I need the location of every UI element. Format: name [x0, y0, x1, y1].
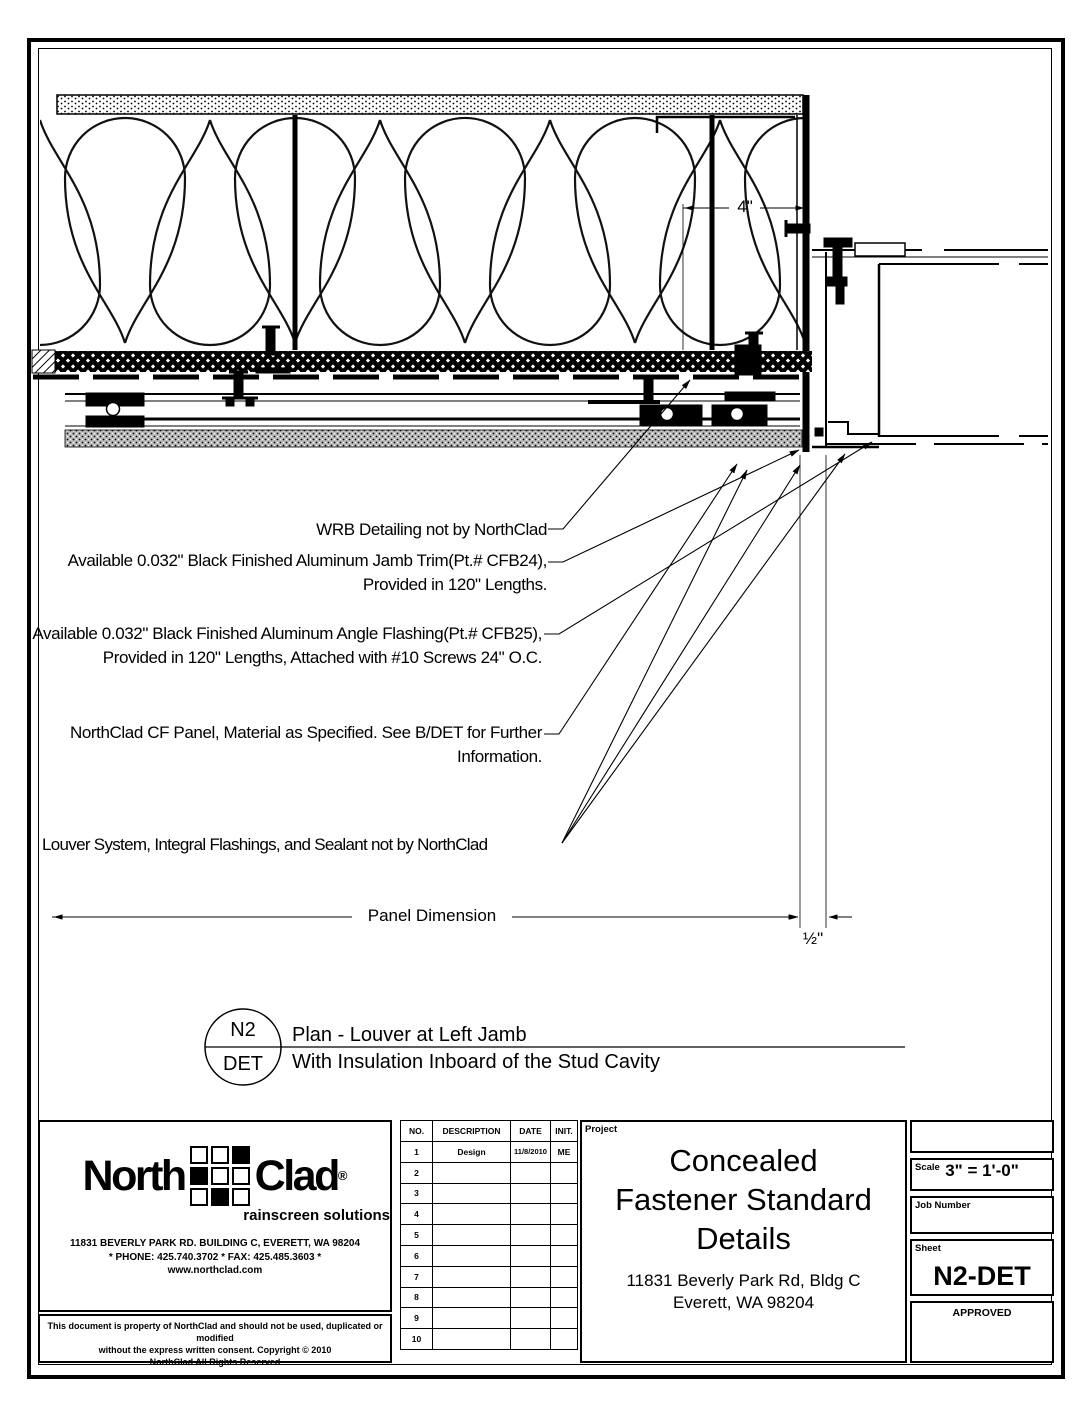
rev-no: 8	[401, 1287, 433, 1308]
detail-subtitle: With Insulation Inboard of the Stud Cavity	[292, 1051, 660, 1073]
project-address-line2: Everett, WA 98204	[672, 1293, 815, 1312]
rev-init	[551, 1162, 578, 1183]
sheet-box	[910, 1239, 1054, 1296]
rev-description	[433, 1225, 511, 1246]
rev-init	[551, 1245, 578, 1266]
rev-date: 11/8/2010	[511, 1142, 551, 1163]
job-number-box	[910, 1196, 1054, 1234]
sheet-value: N2-DET	[933, 1261, 1031, 1291]
rev-description	[433, 1287, 511, 1308]
rev-init	[551, 1308, 578, 1329]
rev-init	[551, 1266, 578, 1287]
rev-init	[551, 1204, 578, 1225]
project-title-line3: Details	[696, 1221, 791, 1256]
callout-angle-flashing: Available 0.032" Black Finished Aluminum Angle Flashing(Pt.# CFB25), Provided in 120" Lengths, Attached with #10 Screws 24" O.C.	[32, 624, 542, 667]
project-label: Project	[585, 1124, 618, 1135]
company-website: www.northclad.com	[167, 1265, 263, 1276]
table-row	[401, 1287, 578, 1308]
approved-label: APPROVED	[952, 1307, 1012, 1319]
dim-half-label: ½"	[802, 929, 824, 948]
rev-date	[511, 1245, 551, 1266]
rev-init: ME	[551, 1142, 578, 1163]
logo-tagline: rainscreen solutions	[243, 1207, 390, 1224]
logo-text-north: North	[82, 1152, 185, 1200]
rev-header-date: DATE	[511, 1121, 551, 1142]
revision-table	[400, 1120, 578, 1350]
dim-4in-label: 4"	[737, 197, 753, 216]
table-row	[401, 1162, 578, 1183]
table-row	[401, 1266, 578, 1287]
project-address-line1: 11831 Beverly Park Rd, Bldg C	[626, 1271, 861, 1290]
leader-lines	[544, 380, 872, 843]
logo-grid-icon	[190, 1146, 250, 1206]
rev-date	[511, 1266, 551, 1287]
rev-date	[511, 1308, 551, 1329]
callout-wrb: WRB Detailing not by NorthClad	[316, 520, 547, 539]
rev-description	[433, 1266, 511, 1287]
table-row	[401, 1183, 578, 1204]
scale-label: Scale	[915, 1162, 940, 1173]
rev-date	[511, 1329, 551, 1350]
job-number-label: Job Number	[915, 1200, 971, 1211]
rev-date	[511, 1287, 551, 1308]
callout-louver: Louver System, Integral Flashings, and Sealant not by NorthClad	[42, 835, 488, 854]
scale-box	[910, 1158, 1054, 1191]
company-phone-fax: * PHONE: 425.740.3702 * FAX: 425.485.3603 *	[108, 1251, 322, 1263]
rev-description	[433, 1204, 511, 1225]
rev-header-no: NO.	[401, 1121, 433, 1142]
table-row	[401, 1245, 578, 1266]
rev-no: 4	[401, 1204, 433, 1225]
rev-no: 9	[401, 1308, 433, 1329]
table-row	[401, 1308, 578, 1329]
table-row	[401, 1225, 578, 1246]
rev-no: 6	[401, 1245, 433, 1266]
blank-box	[910, 1120, 1054, 1153]
clips-fasteners	[86, 220, 852, 427]
wrb-band	[55, 351, 812, 372]
copyright-line2: without the express written consent. Copyright © 2010	[98, 1345, 332, 1355]
company-address: 11831 BEVERLY PARK RD. BUILDING C, EVERETT, WA 98204	[69, 1238, 361, 1249]
corner-hatch	[32, 350, 55, 373]
company-box	[38, 1120, 392, 1312]
project-box	[580, 1120, 907, 1363]
rev-date	[511, 1204, 551, 1225]
rev-date	[511, 1225, 551, 1246]
rev-header-init: INIT.	[551, 1121, 578, 1142]
sheathing-band	[57, 95, 803, 114]
rev-date	[511, 1183, 551, 1204]
rev-header-description: DESCRIPTION	[433, 1121, 511, 1142]
sheet-label: Sheet	[915, 1243, 941, 1254]
project-title-line1: Concealed	[669, 1143, 818, 1178]
rev-no: 2	[401, 1162, 433, 1183]
callout-cf-panel: NorthClad CF Panel, Material as Specified. See B/DET for Further Information.	[69, 723, 542, 766]
rev-description	[433, 1183, 511, 1204]
northclad-logo	[40, 1146, 390, 1224]
rev-init	[551, 1329, 578, 1350]
detail-title: Plan - Louver at Left Jamb	[292, 1024, 527, 1046]
rev-description	[433, 1308, 511, 1329]
copyright-box	[38, 1314, 392, 1367]
rev-description: Design	[433, 1142, 511, 1163]
table-row	[401, 1329, 578, 1350]
batt-insulation	[0, 118, 865, 345]
rev-no: 7	[401, 1266, 433, 1287]
rev-description	[433, 1329, 511, 1350]
louver-frame	[812, 243, 1048, 447]
rev-date	[511, 1162, 551, 1183]
rev-no: 3	[401, 1183, 433, 1204]
rev-init	[551, 1287, 578, 1308]
detail-number: N2	[230, 1019, 256, 1041]
registered-mark: ®	[337, 1168, 348, 1183]
panel-face-band	[65, 430, 802, 447]
rev-init	[551, 1183, 578, 1204]
rev-no: 1	[401, 1142, 433, 1163]
table-row	[401, 1204, 578, 1225]
callout-jamb-trim: Available 0.032" Black Finished Aluminum Jamb Trim(Pt.# CFB24), Provided in 120" Lengths.	[67, 551, 547, 594]
rev-init	[551, 1225, 578, 1246]
detail-sheet-ref: DET	[223, 1053, 263, 1075]
table-row	[401, 1142, 578, 1163]
project-title-line2: Fastener Standard	[615, 1182, 872, 1217]
panel-dimension-label: Panel Dimension	[367, 906, 497, 925]
logo-text-clad: Clad	[254, 1152, 338, 1200]
scale-value: 3" = 1'-0"	[945, 1161, 1019, 1180]
rev-no: 5	[401, 1225, 433, 1246]
approved-box	[910, 1301, 1054, 1363]
rev-description	[433, 1245, 511, 1266]
rev-no: 10	[401, 1329, 433, 1350]
copyright-line1: This document is property of NorthClad and should not be used, duplicated or modified	[47, 1321, 383, 1343]
rev-description	[433, 1162, 511, 1183]
copyright-line3: NorthClad All Rights Reserved	[149, 1357, 281, 1367]
title-block	[38, 1120, 1050, 1367]
